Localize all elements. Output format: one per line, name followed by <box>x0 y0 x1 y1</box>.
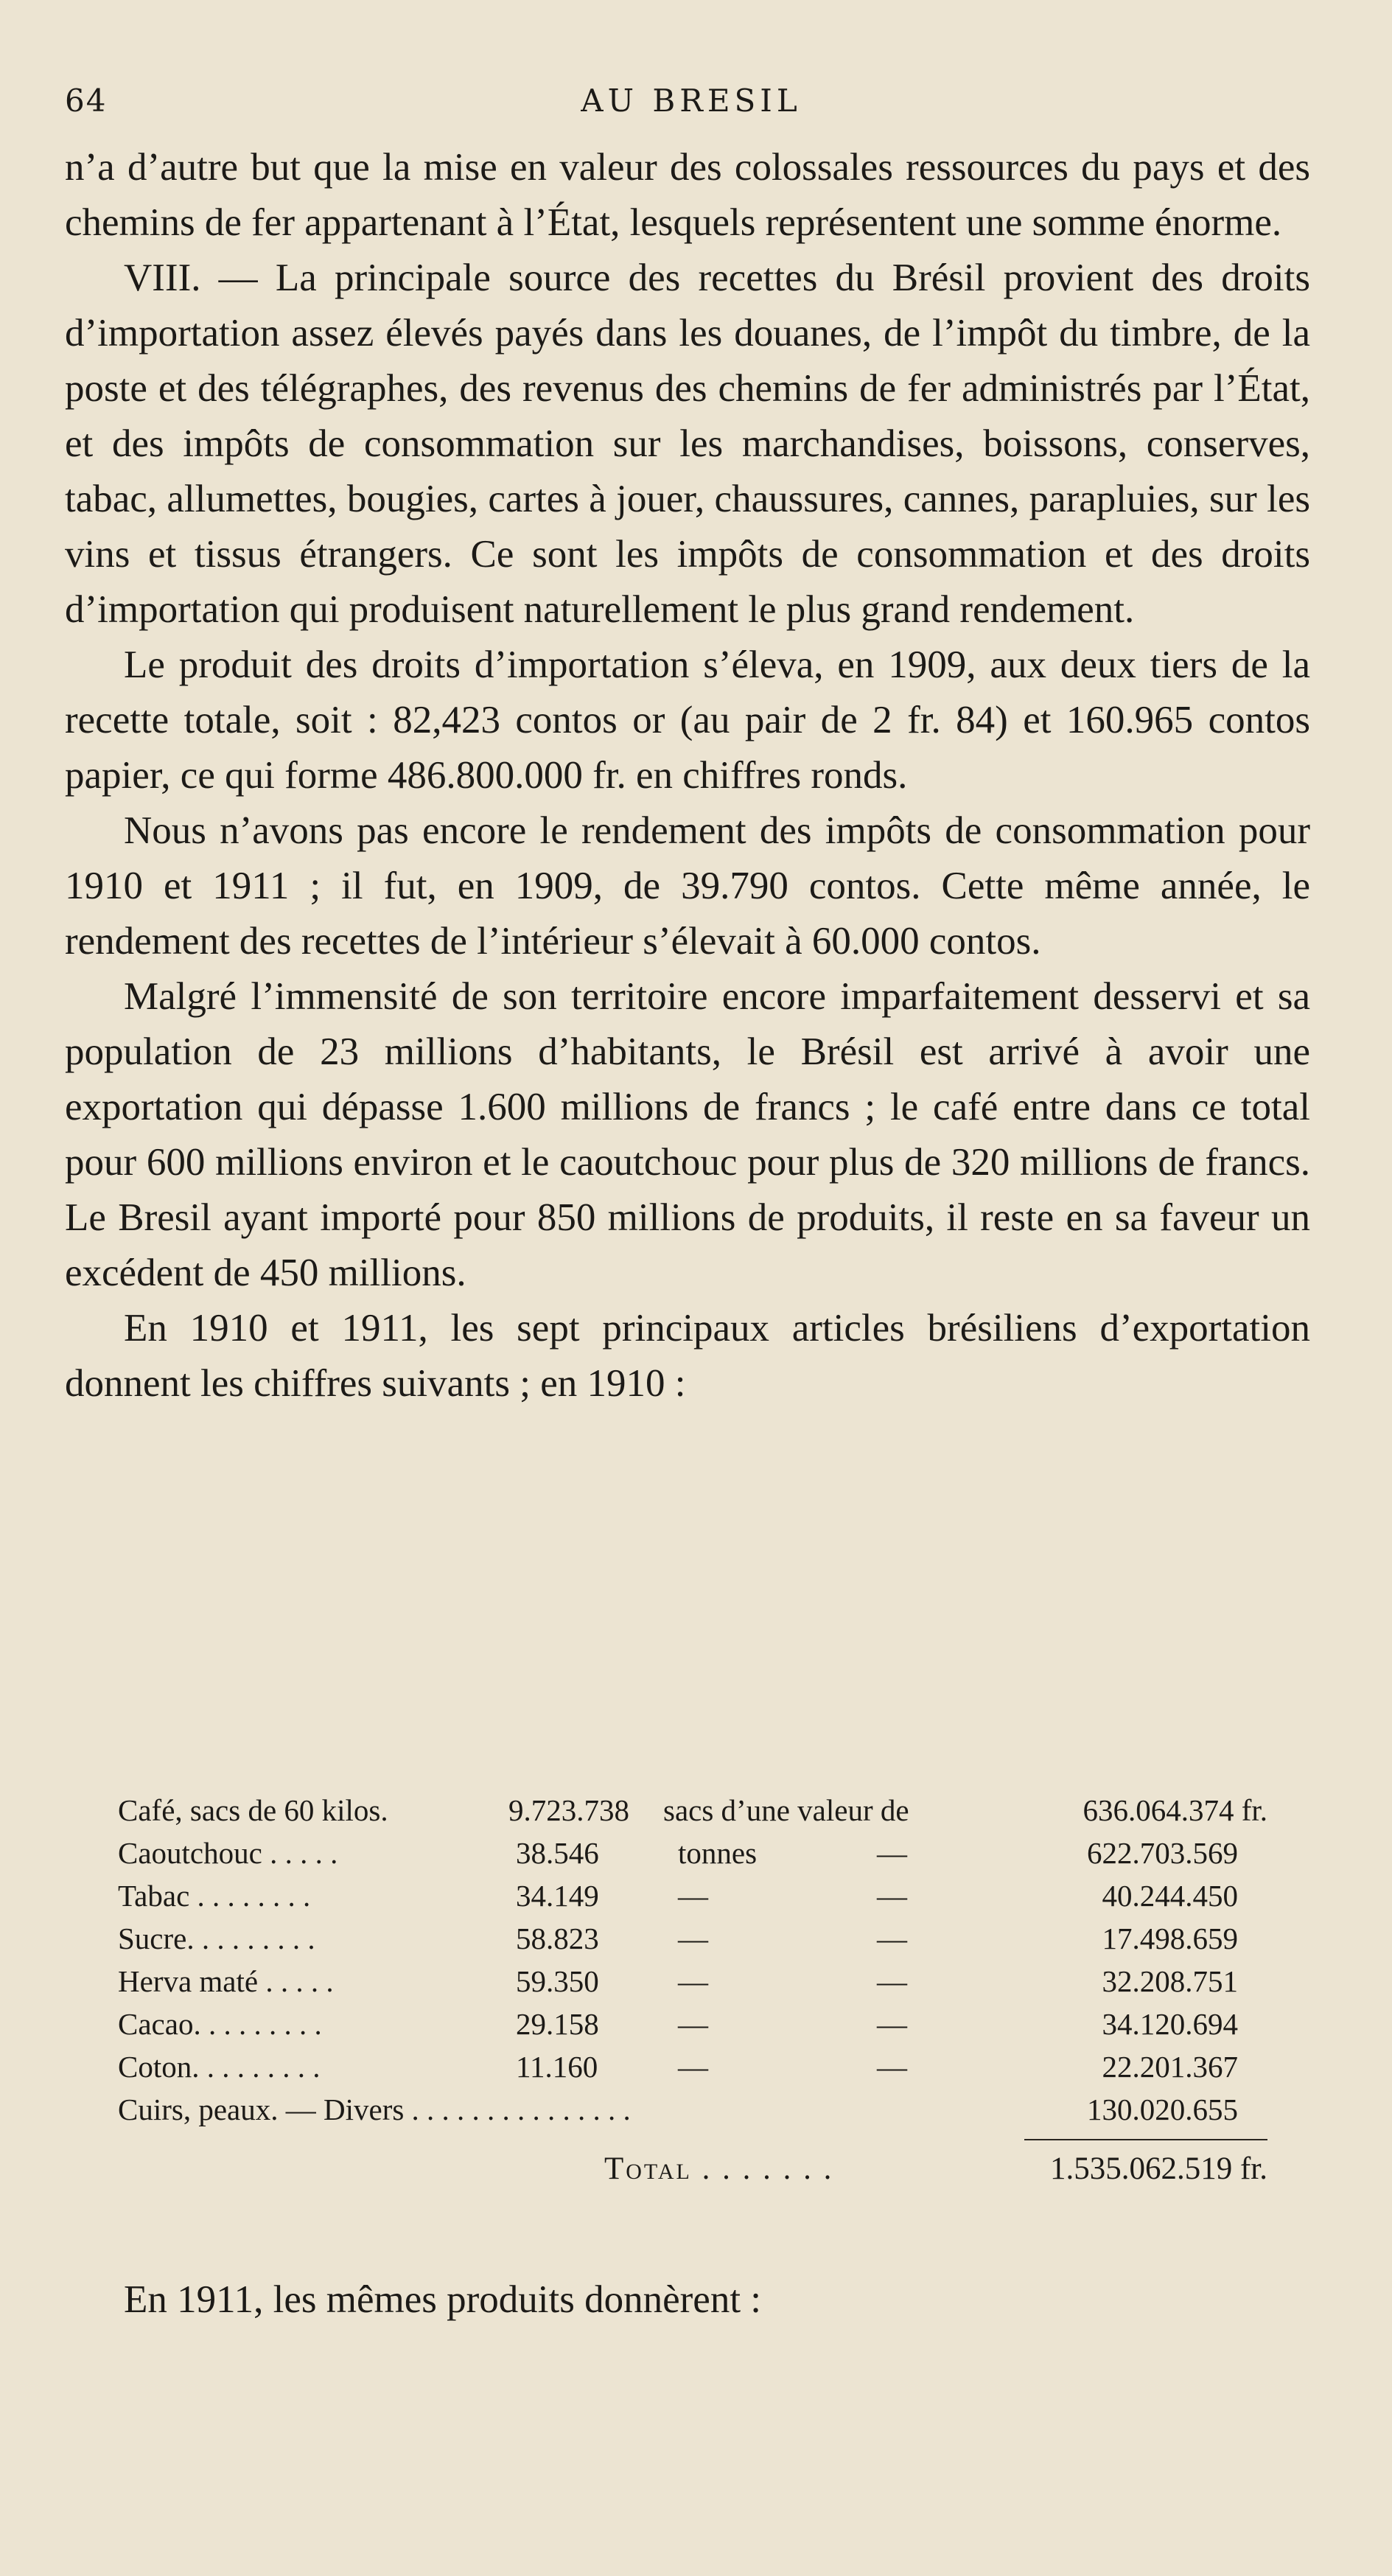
unit: — <box>678 1964 708 1998</box>
running-title: AU BRESIL <box>581 83 802 119</box>
quantity: 29.158 <box>516 2007 599 2041</box>
table-row <box>118 1793 1267 1835</box>
paragraph: n’a d’autre but que la mise en valeur des colossales ressources du pays et des chemins de fer appartenant à l’État, lesquels représentent une somme énorme. <box>65 146 1310 244</box>
closing-line: En 1911, les mêmes produits donnèrent : <box>124 2278 762 2321</box>
product-name: Herva maté . . . . . <box>118 1964 334 1998</box>
unit: — <box>678 1879 708 1913</box>
paragraph: En 1910 et 1911, les sept principaux articles brésiliens d’exportation donnent les chiffres suivants ; en 1910 : <box>65 1307 1310 1405</box>
quantity: 9.723.738 <box>508 1793 629 1827</box>
total-label: Total . . . . . . . <box>604 2151 834 2186</box>
unit: tonnes <box>678 1836 758 1870</box>
product-name: Coton. . . . . . . . . <box>118 2050 321 2084</box>
value: 32.208.751 <box>1102 1964 1238 1998</box>
total-row <box>118 2151 1267 2199</box>
product-name: Café, sacs de 60 kilos. <box>118 1793 388 1827</box>
ditto-mark: — <box>877 1964 907 1998</box>
sum-rule <box>118 2135 1267 2151</box>
ditto-mark: — <box>877 1921 907 1955</box>
table-row <box>118 1921 1267 1964</box>
ditto-mark: — <box>877 2007 907 2041</box>
table-row <box>118 1835 1267 1878</box>
paragraph: Malgré l’immensité de son territoire encore imparfaitement desservi et sa population de 23 millions d’habitants, le Brésil est arrivé à avoir une exportation qui dépasse 1.600 millions de francs ; le café entre dans ce total pour 600 millions environ et le caoutchouc pour plus de 320 millions de francs. Le Bresil ayant importé pour 850 millions de produits, il reste en sa faveur un excédent de 450 millions. <box>65 975 1310 1294</box>
product-name: Tabac . . . . . . . . <box>118 1879 311 1913</box>
table-row <box>118 1964 1267 2006</box>
quantity: 59.350 <box>516 1964 599 1998</box>
value: 22.201.367 <box>1102 2050 1238 2084</box>
value: 622.703.569 <box>1087 1836 1238 1870</box>
export-table-1910 <box>118 1793 1267 2199</box>
product-name: Caoutchouc . . . . . <box>118 1836 338 1870</box>
product-name: Cacao. . . . . . . . . <box>118 2007 322 2041</box>
paragraph: Le produit des droits d’importation s’éleva, en 1909, aux deux tiers de la recette totale, soit : 82,423 contos or (au pair de 2 fr. 84) et 160.965 contos papier, ce qui forme 486.800.000 fr. en chiffres ronds. <box>65 643 1310 797</box>
quantity: 34.149 <box>516 1879 599 1913</box>
value: 17.498.659 <box>1102 1921 1238 1955</box>
value: 636.064.374 fr. <box>1083 1793 1267 1827</box>
table-row <box>118 2049 1267 2092</box>
unit: — <box>678 2050 708 2084</box>
quantity: 58.823 <box>516 1921 599 1955</box>
unit: — <box>678 1921 708 1955</box>
ditto-mark: — <box>877 2050 907 2084</box>
paragraph: Nous n’avons pas encore le rendement des impôts de consommation pour 1910 et 1911 ; il fut, en 1909, de 39.790 contos. Cette même année, le rendement des recettes de l’intérieur s’élevait à 60.000 contos. <box>65 809 1310 963</box>
product-name: Cuirs, peaux. — Divers . . . . . . . . . . . . . . . <box>118 2092 631 2126</box>
value: 40.244.450 <box>1102 1879 1238 1913</box>
body-text <box>65 140 1310 1411</box>
table-row <box>118 2006 1267 2049</box>
ditto-mark: — <box>877 1836 907 1870</box>
value: 34.120.694 <box>1102 2007 1238 2041</box>
unit: sacs d’une valeur de <box>663 1793 909 1827</box>
ditto-mark: — <box>877 1879 907 1913</box>
unit: — <box>678 2007 708 2041</box>
page-header <box>65 83 1318 127</box>
value: 130.020.655 <box>1087 2092 1238 2126</box>
page-number: 64 <box>65 83 108 119</box>
table-row <box>118 1878 1267 1921</box>
quantity: 38.546 <box>516 1836 599 1870</box>
total-value: 1.535.062.519 fr. <box>1049 2151 1267 2186</box>
paragraph: VIII. — La principale source des recettes du Brésil provient des droits d’importation assez élevés payés dans les douanes, de l’impôt du timbre, de la poste et des télégraphes, des revenus des chemins de fer administrés par l’État, et des impôts de consommation sur les marchandises, boissons, conserves, tabac, allumettes, bougies, cartes à jouer, chaussures, cannes, parapluies, sur les vins et tissus étrangers. Ce sont les impôts de consommation et des droits d’importation qui produisent naturellement le plus grand rendement. <box>65 256 1310 631</box>
product-name: Sucre. . . . . . . . . <box>118 1921 315 1955</box>
quantity: 11.160 <box>516 2050 598 2084</box>
table-row <box>118 2092 1267 2135</box>
